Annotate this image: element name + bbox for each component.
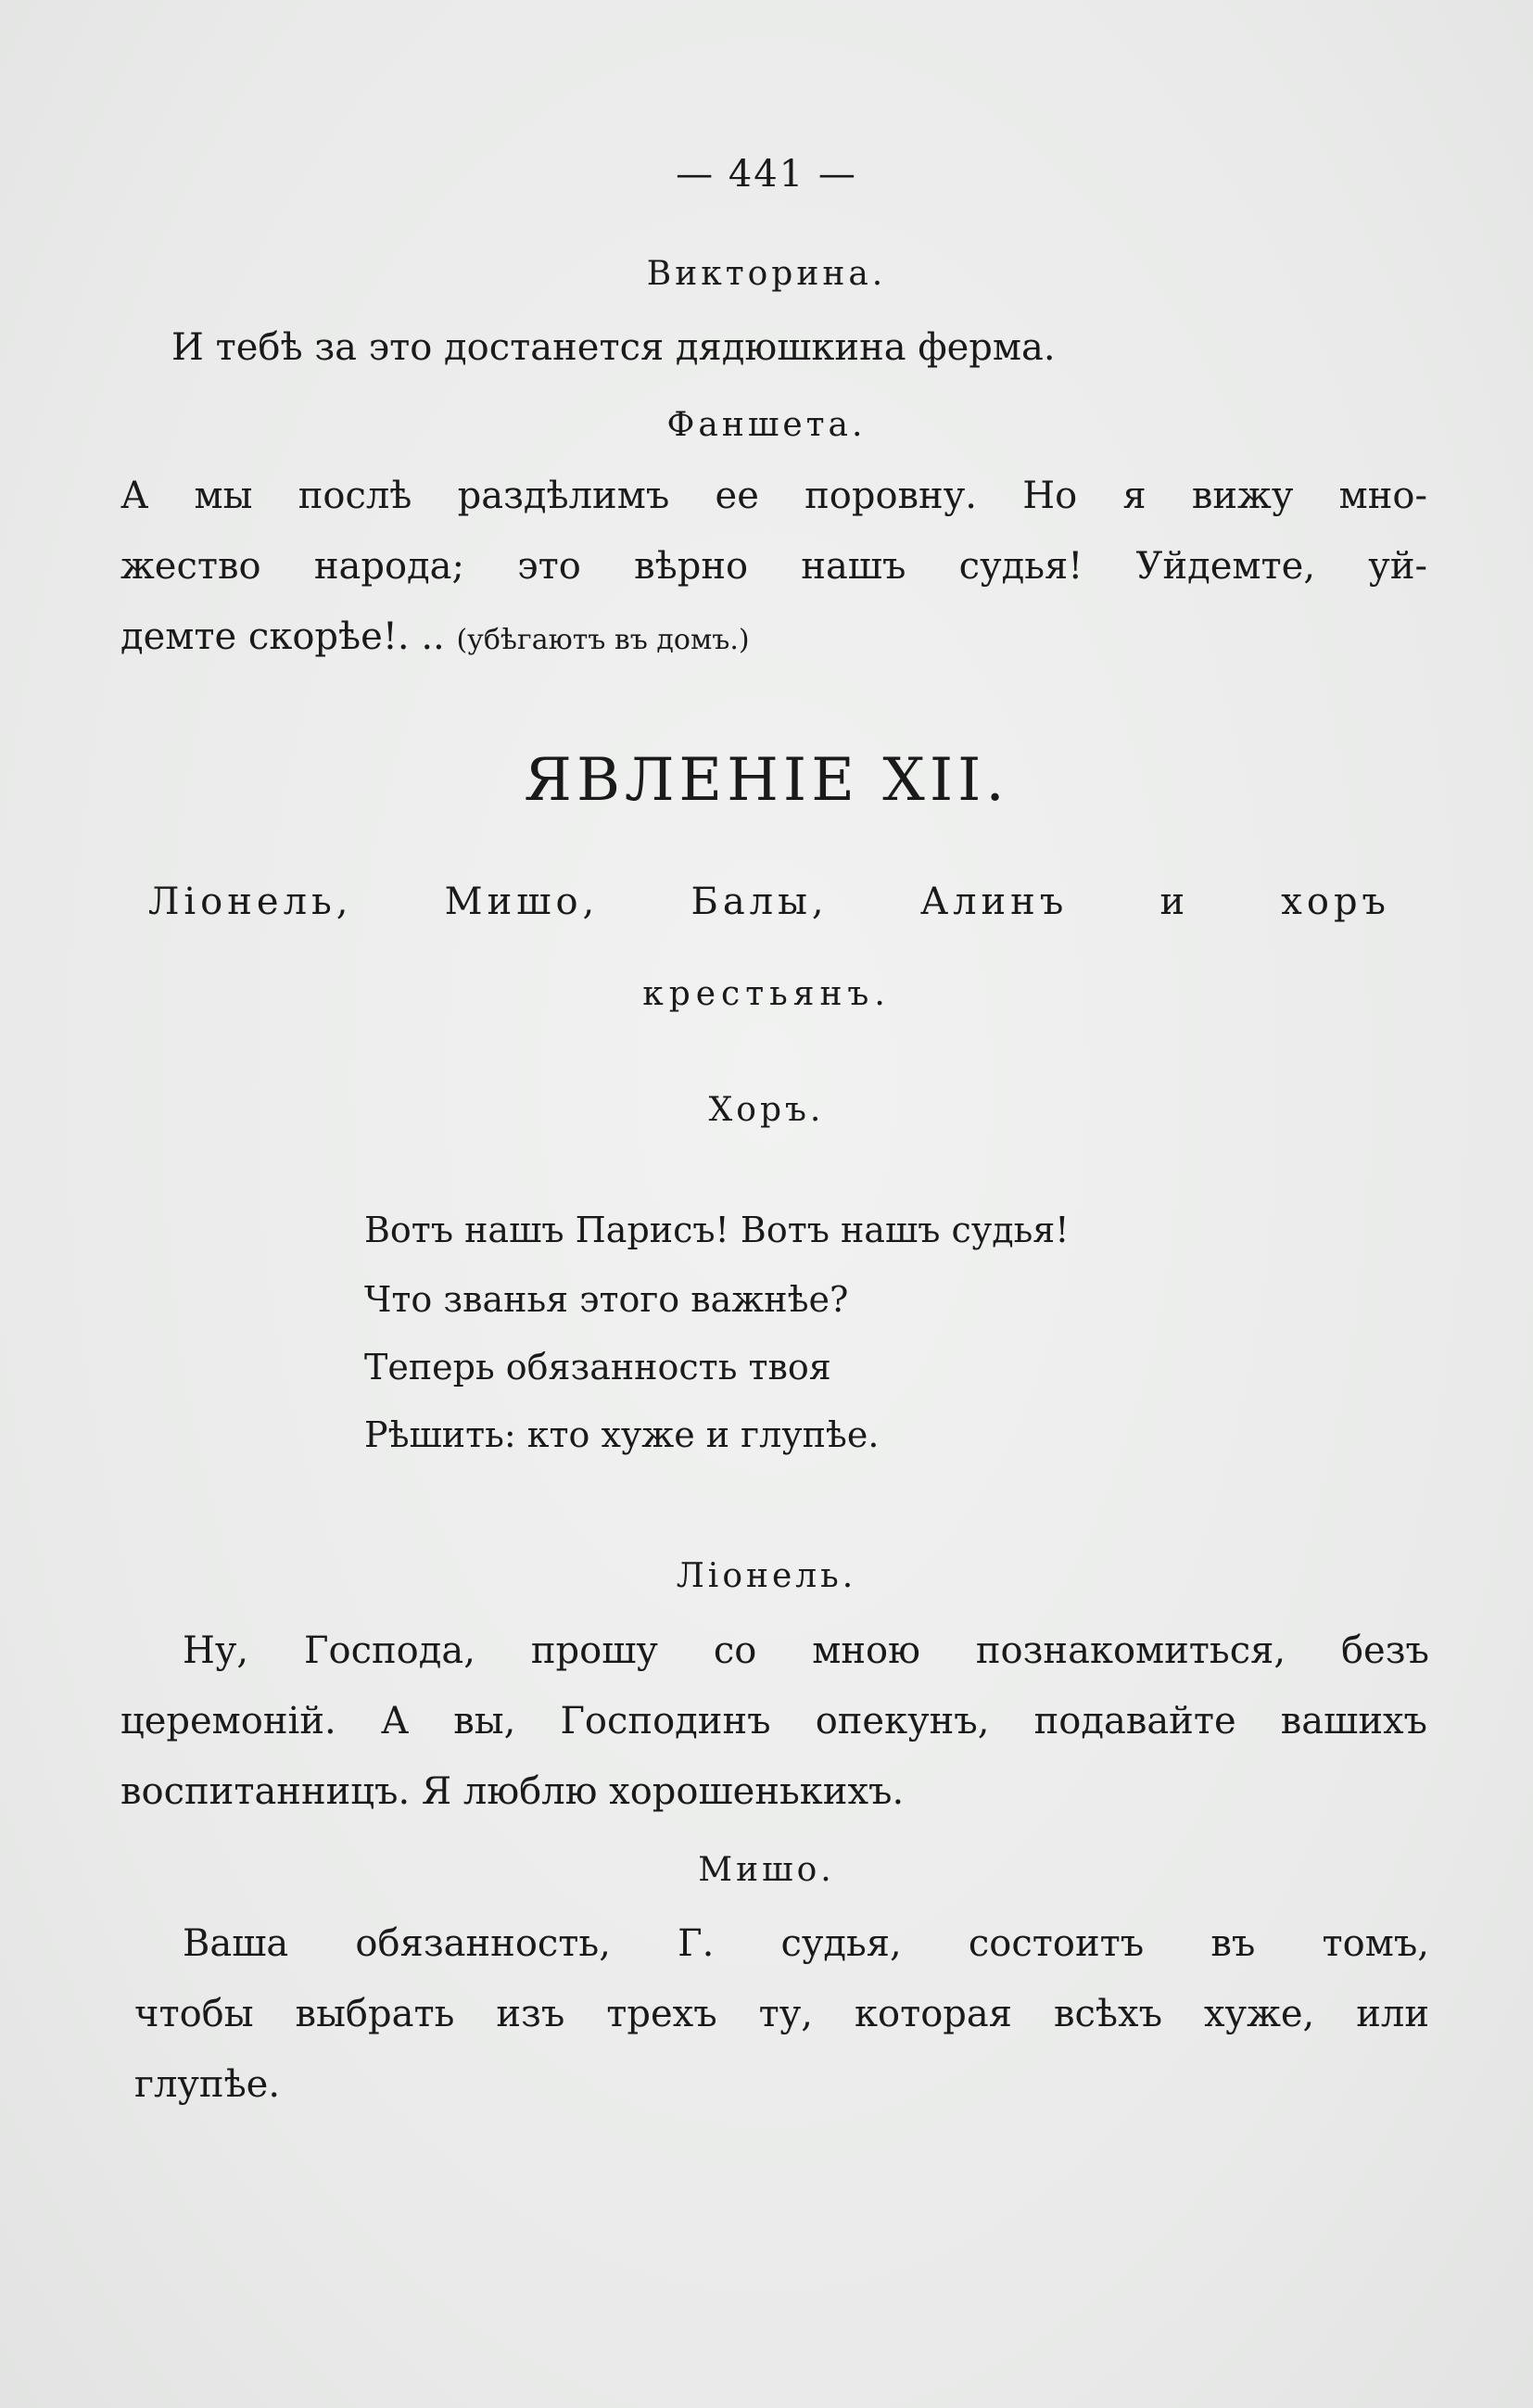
text-line: Ваша обязанность, Г. судья, состоитъ въ томъ, [183,1922,1429,1965]
speaker-misho: Мишо. [698,1851,835,1889]
speaker-lionel: Ліонель. [676,1557,857,1595]
speaker-chorus: Хоръ. [708,1091,825,1129]
scene-heading: ЯВЛЕНІЕ XII. [524,746,1009,815]
bleed-through [130,334,141,374]
text-line: чтобы выбрать изъ трехъ ту, которая всѣхъ хуже, или [134,1993,1429,2035]
text-line: И тебѣ за это достанется дядюшкина ферма. [171,326,1056,369]
text-line: глупѣе. [134,2063,281,2106]
speaker-fansheta: Фаншета. [666,406,867,444]
speaker-viktorina: Викторина. [646,255,887,293]
text-line: Ну, Господа, прошу со мною познакомиться, безъ [183,1629,1429,1672]
verse-line: Рѣшить: кто хуже и глупѣе. [364,1414,880,1455]
cast-list: Ліонель, Мишо, Балы, Алинъ и хоръ [148,881,1390,923]
cast-list-continued: крестьянъ. [642,975,891,1013]
text-line: церемоній. А вы, Господинъ опекунъ, подавайте вашихъ [120,1700,1427,1743]
text-line [120,615,1427,658]
text-line: А мы послѣ раздѣлимъ ее поровну. Но я вижу мно- [120,475,1427,517]
verse-line: Что званья этого важнѣе? [364,1279,849,1320]
stage-direction: (убѣгаютъ въ домъ.) [456,624,750,656]
text-fragment: демте скорѣе!. .. [120,615,445,658]
verse-line: Теперь обязанность твоя [364,1347,831,1388]
text-line: жество народа; это вѣрно нашъ судья! Уйдемте, уй- [120,545,1427,588]
text-line: воспитанницъ. Я люблю хорошенькихъ. [120,1770,905,1813]
page-number: — 441 — [676,153,857,196]
verse-line: Вотъ нашъ Парисъ! Вотъ нашъ судья! [364,1210,1070,1250]
